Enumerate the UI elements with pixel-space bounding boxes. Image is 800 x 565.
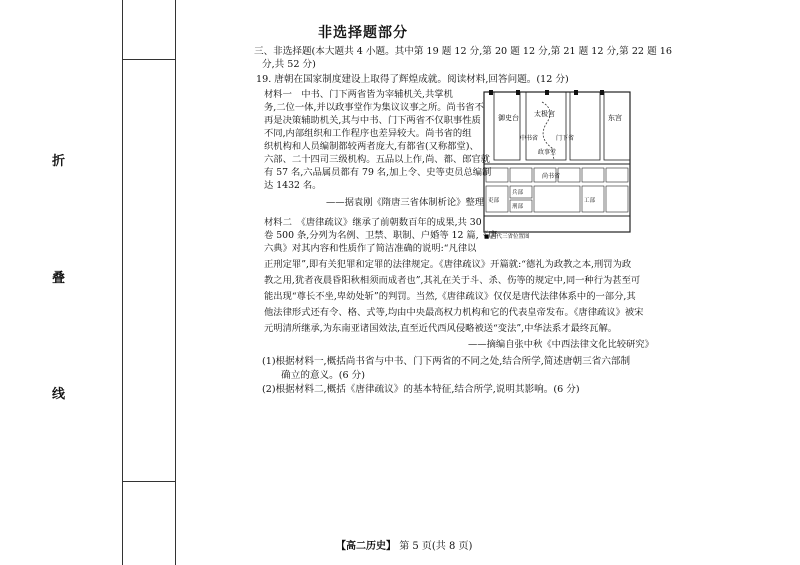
material2-line: 六典》对其内容和性质作了简洁准确的说明:“凡律以 bbox=[264, 243, 477, 254]
binding-char-stack: 叠 bbox=[52, 271, 66, 286]
map-label: 工部 bbox=[584, 198, 596, 204]
material2-line: 教之用,犹者夜晨昏阳秋相须而成者也”,其礼在关于斗、杀、伤等的规定中,同一种行为甚至可 bbox=[264, 275, 641, 286]
figure-caption: ■ 唐代三省位置图 bbox=[484, 234, 530, 240]
three-departments-map bbox=[482, 90, 632, 240]
map-label: 吏部 bbox=[488, 198, 500, 204]
material2-source: ——摘编自张中秋《中西法律文化比较研究》 bbox=[468, 339, 654, 350]
map-gate bbox=[574, 90, 578, 95]
material2-line: 能出现“尊长不坐,卑幼处斩”的判罚。当然,《唐律疏议》仅仅是唐代法律体系中的一部分,其 bbox=[264, 291, 636, 302]
map-label: 东宫 bbox=[608, 114, 622, 122]
map-block bbox=[510, 168, 532, 182]
binding-margin bbox=[122, 0, 176, 565]
footer-subject: 【高二历史】 bbox=[336, 541, 396, 552]
binding-divider bbox=[122, 59, 176, 60]
map-block bbox=[582, 168, 604, 182]
map-label: 刑部 bbox=[512, 204, 524, 210]
material1-line: 务,二位一体,并以政事堂作为集议议事之所。尚书省不 bbox=[264, 102, 484, 113]
material1-line: 有 57 名,六品属员都有 79 名,加上令、史等吏员总编制 bbox=[264, 167, 492, 178]
material1-line: 六部、二十四司三级机构。五品以上作,尚、都、郎官就 bbox=[264, 154, 491, 165]
question-19-stem: 19. 唐朝在国家制度建设上取得了辉煌成就。阅读材料,回答问题。(12 分) bbox=[256, 74, 569, 85]
footer-page: 第 5 页(共 8 页) bbox=[399, 541, 473, 552]
map-gate bbox=[600, 90, 604, 95]
sub-question-1-cont: 确立的意义。(6 分) bbox=[262, 370, 365, 381]
sub-question-2: (2)根据材料二,概括《唐律疏议》的基本特征,结合所学,说明其影响。(6 分) bbox=[262, 384, 580, 395]
binding-char-line: 线 bbox=[52, 387, 66, 402]
material2-line: 他法律形式还有令、格、式等,均由中央最高权力机构和它的代表皇帝发布。《唐律疏议》被宋 bbox=[264, 307, 644, 318]
map-block bbox=[486, 168, 508, 182]
material1-line: 织机构和人员编制都较两者庞大,有都省(又称都堂)、 bbox=[264, 141, 479, 152]
material1-line: 再是决策辅助机关,其与中书、门下两省不仅职事性质 bbox=[264, 115, 481, 126]
map-block bbox=[604, 92, 630, 160]
material1-line: 不同,内部组织和工作程序也差异较大。尚书省的组 bbox=[264, 128, 472, 139]
section-header-cont: 分,共 52 分) bbox=[262, 59, 316, 70]
material1-source: ——据袁刚《隋唐三省体制析论》整理 bbox=[326, 197, 485, 208]
map-label: 门下省 bbox=[556, 135, 575, 142]
page-footer bbox=[336, 537, 472, 552]
material2-line: 正刑定罪”,即有关犯罪和定罪的法律规定。《唐律疏议》开篇就:“德礼为政教之本,刑罚为政 bbox=[264, 259, 632, 270]
map-block bbox=[606, 168, 628, 182]
map-block bbox=[558, 168, 580, 182]
map-label: 兵部 bbox=[512, 190, 524, 196]
section-header: 三、非选择题(本大题共 4 小题。其中第 19 题 12 分,第 20 题 12 分,第 21 题 12 分,第 22 题 16 bbox=[254, 46, 672, 57]
material2-line: 元明清所继承,为东南亚诸国效法,直至近代西风侵略被送“变法”,中华法系才最终瓦解。 bbox=[264, 323, 618, 334]
map-block bbox=[534, 186, 580, 212]
material1-line: 达 1432 名。 bbox=[264, 180, 322, 191]
map-gate bbox=[545, 90, 549, 95]
map-label: 太极宫 bbox=[534, 110, 555, 118]
map-label: 政事堂 bbox=[538, 149, 557, 156]
map-label: 御史台 bbox=[498, 114, 519, 122]
sub-question-1: (1)根据材料一,概括尚书省与中书、门下两省的不同之处,结合所学,简述唐朝三省六部制 bbox=[262, 356, 631, 367]
map-label: 中书省 bbox=[520, 135, 539, 142]
map-frame bbox=[484, 92, 630, 232]
material1-line: 材料一 中书、门下两省皆为宰辅机关,共掌机 bbox=[264, 89, 453, 100]
map-block bbox=[606, 186, 628, 212]
binding-char-fold: 折 bbox=[52, 154, 66, 169]
material2-line: 材料二 《唐律疏议》继承了前朝数百年的成果,共 30 bbox=[264, 217, 482, 228]
page-title: 非选择题部分 bbox=[318, 25, 408, 41]
map-gate bbox=[489, 90, 493, 95]
map-block bbox=[494, 92, 520, 160]
map-label: 尚书省 bbox=[542, 173, 561, 180]
map-block bbox=[570, 92, 600, 160]
map-gate bbox=[516, 90, 520, 95]
material2-line: 卷 500 条,分列为名例、卫禁、职制、户婚等 12 篇,《唐 bbox=[264, 230, 498, 241]
binding-divider bbox=[122, 481, 176, 482]
